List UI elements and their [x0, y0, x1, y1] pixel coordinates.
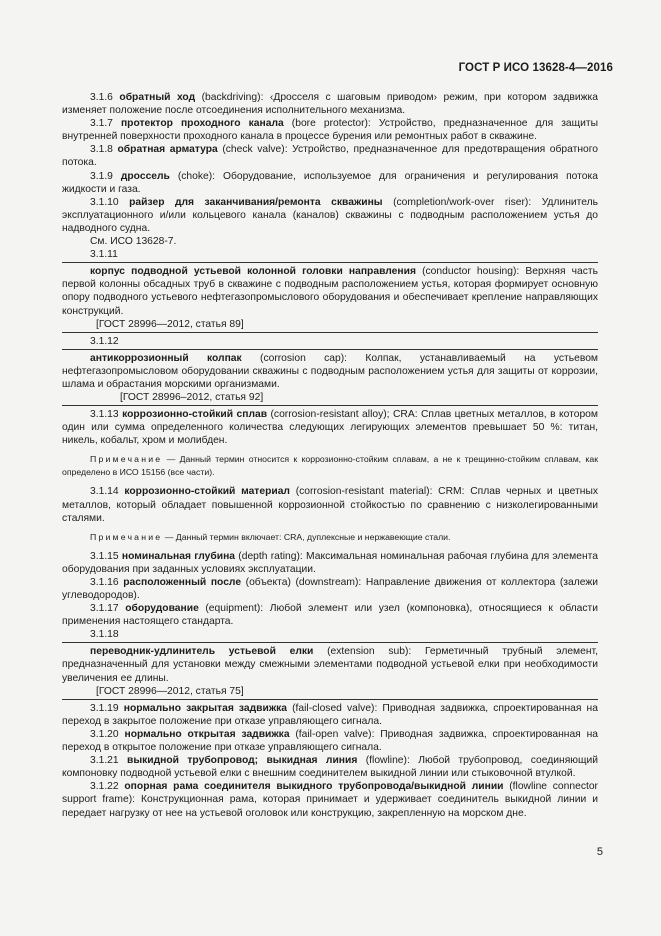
document-code: ГОСТ Р ИСО 13628-4—2016 — [458, 62, 613, 74]
term-name: оборудование — [125, 603, 199, 615]
term-entry: 3.1.6 обратный ход (backdriving): ‹Дросселя с шаговым приводом› режим, при котором задвижка изменяет положение после отсоединения исполнительного механизма. — [62, 92, 598, 117]
note: Примечание — Данный термин относится к коррозионно-стойким сплавам, а не к трещинно-стойким сплавам, как определено в ИСО 15156 (все части). — [62, 454, 598, 478]
note: Примечание — Данный термин включает: CRA, дуплексные и нержавеющие стали. — [90, 531, 451, 542]
term-name: обратный ход — [119, 92, 196, 103]
term-entry: 3.1.15 номинальная глубина (depth rating): Максимальная номинальная рабочая глубина для элемента оборудования при заданных условиях эксплуатации. — [62, 550, 598, 575]
term-entry: 3.1.22 опорная рама соединителя выкидного трубопровода/выкидной линии (flowline connector support frame): Конструкционная рама, которая принимает и удерживает соединитель выкидной линии и передает нагрузку от нее на устьевой оголовок или конструкцию, закрепленную на морском дне. — [62, 781, 598, 819]
see-also: См. ИСО 13628-7. — [90, 236, 177, 248]
term-name: райзер для заканчивания/ремонта скважины — [129, 196, 383, 208]
term-name: нормально открытая задвижка — [124, 728, 290, 740]
term-entry: 3.1.9 дроссель (choke): Оборудование, используемое для ограничения и регулирования потока жидкости и газа. — [62, 170, 598, 195]
term-number: 3.1.18 — [90, 629, 119, 641]
term-entry: 3.1.16 расположенный после (объекта) (downstream): Направление движения от коллектора (залежи углеводородов). — [62, 576, 598, 601]
term-name: переводник-удлинитель устьевой елки — [90, 646, 314, 658]
term-name: опорная рама соединителя выкидного трубопровода/выкидной линии — [124, 781, 504, 793]
term-entry: 3.1.20 нормально открытая задвижка (fail-open valve): Приводная задвижка, спроектированная на переход в открытое положение при отказе управляющего сигнала. — [62, 728, 598, 754]
term-name: коррозионно-стойкий материал — [124, 486, 290, 498]
term-source: [ГОСТ 28996–2012, статья 92] — [120, 392, 264, 404]
term-entry: антикоррозионный колпак (corrosion cap): Колпак, устанавливаемый на устьевом нефтегазопромысловом оборудовании скважины с подводным расположением устья для защиты от коррозии, шлама и обрастания морскими организмами. — [62, 352, 598, 390]
term-number: 3.1.11 — [90, 249, 118, 261]
term-name: расположенный после — [123, 576, 242, 588]
quoted-term-box — [62, 349, 598, 406]
term-entry: переводник-удлинитель устьевой елки (extension sub): Герметичный трубный элемент, предназначенный для установки между смежными элементами подводной устьевой елки при необходимости увеличения ее длины. — [62, 646, 598, 684]
term-entry: 3.1.17 оборудование (equipment): Любой элемент или узел (компоновка), относящиеся к области применения настоящего стандарта. — [62, 603, 598, 628]
term-source: [ГОСТ 28996—2012, статья 89] — [96, 318, 244, 330]
term-entry: 3.1.19 нормально закрытая задвижка (fail-closed valve): Приводная задвижка, спроектированная на переход в закрытое положение при отказе управляющего сигнала. — [62, 702, 598, 727]
terms-section — [62, 91, 598, 820]
term-name: коррозионно-стойкий сплав — [122, 409, 268, 421]
term-name: корпус подводной устьевой колонной головки направления — [90, 266, 416, 278]
page-number: 5 — [596, 846, 603, 858]
quoted-term-box — [62, 262, 598, 332]
term-name: дроссель — [120, 170, 170, 182]
term-entry: 3.1.21 выкидной трубопровод; выкидная линия (flowline): Любой трубопровод, соединяющий компоновку подводной устьевой елки с внешним соединителем выкидной линии или стыковочной втулкой. — [62, 755, 598, 780]
term-entry: 3.1.8 обратная арматура (check valve): Устройство, предназначенное для предотвращения обратного потока. — [62, 144, 598, 169]
term-name: антикоррозионный колпак — [90, 352, 242, 364]
term-name: обратная арматура — [117, 144, 218, 156]
term-entry: 3.1.7 протектор проходного канала (bore protector): Устройство, предназначенное для защиты внутренней поверхности проходного канала в процессе бурения или ремонтных работ в скважине. — [62, 118, 599, 143]
note-label: Примечание — [90, 531, 163, 542]
term-entry: 3.1.10 райзер для заканчивания/ремонта скважины (completion/work-over riser): Удлинитель эксплуатационного и/или кольцевого канала (каналов) скважины с подводным расположением устья до надводного судна. — [62, 196, 598, 234]
term-entry: 3.1.13 коррозионно-стойкий сплав (corrosion-resistant alloy); CRA: Сплав цветных металлов, в котором один или сумма определенного количества следующих легирующих элементов превышает 50 %: титан, никель, кобальт, хром и молибден. — [62, 409, 598, 447]
term-name: выкидной трубопровод; выкидная линия — [127, 755, 358, 767]
term-name: протектор проходного канала — [120, 118, 284, 130]
term-number: 3.1.12 — [90, 335, 119, 347]
term-name: нормально закрытая задвижка — [123, 702, 288, 714]
term-entry: корпус подводной устьевой колонной головки направления (conductor housing): Верхняя часть первой колонны обсадных труб в скважине с подводным расположением устья, которая формирует основную опору подводного устьевого нефтегазопромыслового оборудования и обеспечивает крепление направляющих конструкций. — [62, 266, 599, 317]
term-source: [ГОСТ 28996—2012, статья 75] — [96, 685, 244, 697]
note-label: Примечание — [90, 454, 163, 465]
term-entry: 3.1.14 коррозионно-стойкий материал (corrosion-resistant material): CRM: Сплав черных и цветных металлов, который обладает повышенной коррозионной стойкостью по сравнению с низколегированными сталями. — [62, 486, 598, 524]
term-name: номинальная глубина — [121, 550, 236, 562]
quoted-term-box — [62, 642, 598, 699]
